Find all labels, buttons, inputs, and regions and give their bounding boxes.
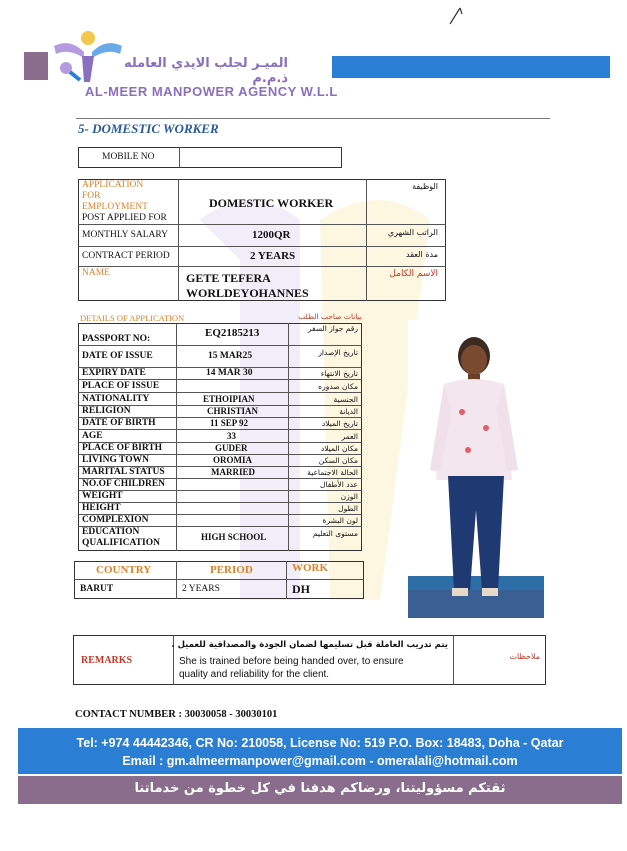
detail-arabic: مكان السكن (318, 456, 358, 465)
detail-label: NATIONALITY (82, 394, 150, 404)
detail-arabic: تاريخ الانتهاء (320, 369, 358, 378)
detail-label: PLACE OF ISSUE (82, 381, 160, 391)
detail-value: MARRIED (211, 467, 255, 477)
company-name-english: AL-MEER MANPOWER AGENCY W.L.L (85, 84, 338, 99)
pen-mark-icon (446, 4, 466, 26)
detail-label: PLACE OF BIRTH (82, 443, 163, 453)
detail-label: WEIGHT (82, 491, 123, 501)
detail-label: COMPLEXION (82, 515, 149, 525)
post-applied-arabic: الوظيفة (412, 182, 438, 191)
applicant-photo (408, 320, 544, 618)
detail-label: LIVING TOWN (82, 455, 149, 465)
footer-arabic-slogan: ثقتكم مسؤوليتنا، ورضاكم هدفنا في كل خطوة من خدماتنا (134, 781, 506, 796)
detail-arabic: الوزن (340, 492, 358, 501)
mobile-divider (179, 147, 180, 168)
exp-header-period: PERIOD (210, 564, 253, 576)
details-col-divider-2 (288, 323, 289, 551)
education-value: HIGH SCHOOL (201, 532, 267, 542)
name-arabic: الاسم الكامل (389, 269, 438, 279)
footer-contact-line: Tel: +974 44442346, CR No: 210058, License No: 519 P.O. Box: 18483, Doha - Qatar (76, 736, 564, 750)
details-label: DETAILS OF APPLICATION (80, 313, 185, 323)
passport-value: EQ2185213 (205, 327, 260, 339)
mobile-label: MOBILE NO (102, 152, 155, 162)
detail-value: CHRISTIAN (207, 406, 259, 416)
app-row-divider-1 (78, 224, 446, 225)
app-row-divider-3 (78, 266, 446, 267)
detail-value: 33 (227, 431, 236, 441)
contact-numbers: CONTACT NUMBER : 30030058 - 30030101 (75, 709, 278, 720)
exp-header-country: COUNTRY (96, 564, 152, 576)
salary-value: 1200QR (252, 229, 291, 241)
detail-label: DATE OF BIRTH (82, 418, 156, 428)
company-name-arabic: الميـر لجلب الايدي العامله ذ.م.م (123, 56, 288, 86)
detail-value: GUDER (215, 443, 248, 453)
row-divider (78, 429, 362, 430)
section-title: 5- DOMESTIC WORKER (78, 121, 219, 136)
salary-arabic: الراتب الشهري (387, 228, 438, 237)
detail-label: EXPIRY DATE (82, 368, 146, 378)
details-col-divider-1 (176, 323, 177, 551)
detail-arabic: الحالة الاجتماعية (307, 468, 358, 477)
detail-label: DATE OF ISSUE (82, 351, 153, 361)
remarks-arabic-label: ملاحظات (509, 652, 540, 661)
application-label-1: APPLICATION (82, 180, 144, 190)
detail-arabic: عدد الأطفال (320, 480, 358, 489)
remarks-arabic-text: يتم تدريب العاملة قبل تسليمها لضمان الجودة والمصداقية للعميل . (171, 640, 448, 650)
remarks-divider-2 (453, 635, 454, 685)
header-left-bar (24, 52, 48, 80)
contract-value: 2 YEARS (250, 250, 296, 262)
row-divider (78, 392, 362, 393)
salary-label: MONTHLY SALARY (82, 230, 169, 240)
detail-value: 11 SEP 92 (210, 418, 249, 428)
header-blue-bar (332, 56, 610, 78)
remarks-english-line-2: quality and reliability for the client. (179, 669, 330, 680)
education-label-1: EDUCATION (82, 527, 140, 537)
detail-label: MARITAL STATUS (82, 467, 165, 477)
detail-arabic: العمر (341, 432, 358, 441)
detail-arabic: الجنسية (333, 395, 358, 404)
detail-value: OROMIA (213, 455, 252, 465)
detail-arabic: تاريخ الإصدار (318, 348, 358, 357)
detail-arabic: الديانة (339, 407, 358, 416)
exp-period-value: 2 YEARS (182, 584, 220, 594)
education-label-2: QUALIFICATION (82, 538, 160, 548)
name-label: NAME (82, 268, 110, 278)
exp-col-divider-1 (176, 561, 177, 599)
post-applied-value: DOMESTIC WORKER (209, 196, 334, 210)
education-arabic: مستوى التعليم (312, 529, 358, 538)
detail-arabic: تاريخ الميلاد (321, 419, 358, 428)
passport-arabic: رقم جواز السفر (307, 324, 358, 333)
detail-arabic: لون البشرة (322, 516, 358, 525)
remarks-label: REMARKS (81, 655, 133, 666)
detail-label: HEIGHT (82, 503, 121, 513)
application-label-4: POST APPLIED FOR (82, 213, 167, 223)
footer-email-line: Email : gm.almeermanpower@gmail.com - omeralali@hotmail.com (122, 754, 518, 768)
app-col-divider-1 (178, 179, 179, 301)
exp-work-value: DH (292, 582, 310, 596)
remarks-english-line-1: She is trained before being handed over, to ensure (179, 656, 404, 667)
detail-label: NO.OF CHILDREN (82, 479, 166, 489)
detail-arabic: مكان الميلاد (320, 444, 358, 453)
detail-value: 14 MAR 30 (206, 368, 253, 378)
passport-label: PASSPORT NO: (82, 334, 151, 344)
detail-value: ETHOIPIAN (203, 394, 255, 404)
app-col-divider-2 (366, 179, 367, 301)
exp-row-divider (74, 579, 364, 580)
exp-header-work: WORK (292, 562, 329, 574)
detail-arabic: مكان صدوره (318, 382, 358, 391)
contract-label: CONTRACT PERIOD (82, 251, 170, 261)
name-line-1: GETE TEFERA (186, 271, 271, 285)
app-row-divider-2 (78, 246, 446, 247)
application-label-2: FOR (82, 191, 101, 201)
section-divider (76, 118, 550, 119)
detail-arabic: الطول (338, 504, 358, 513)
exp-country-value: BARUT (80, 584, 114, 594)
application-label-3: EMPLOYMENT (82, 202, 148, 212)
contract-arabic: مدة العقد (406, 250, 438, 259)
row-divider (78, 379, 362, 380)
passport-row-divider (78, 345, 362, 346)
name-line-2: WORLDEYOHANNES (186, 286, 309, 300)
detail-value: 15 MAR25 (208, 351, 253, 361)
detail-label: RELIGION (82, 406, 131, 416)
details-arabic: بيانات صاحب الطلب (298, 312, 362, 321)
exp-col-divider-2 (286, 561, 287, 599)
detail-label: AGE (82, 431, 103, 441)
